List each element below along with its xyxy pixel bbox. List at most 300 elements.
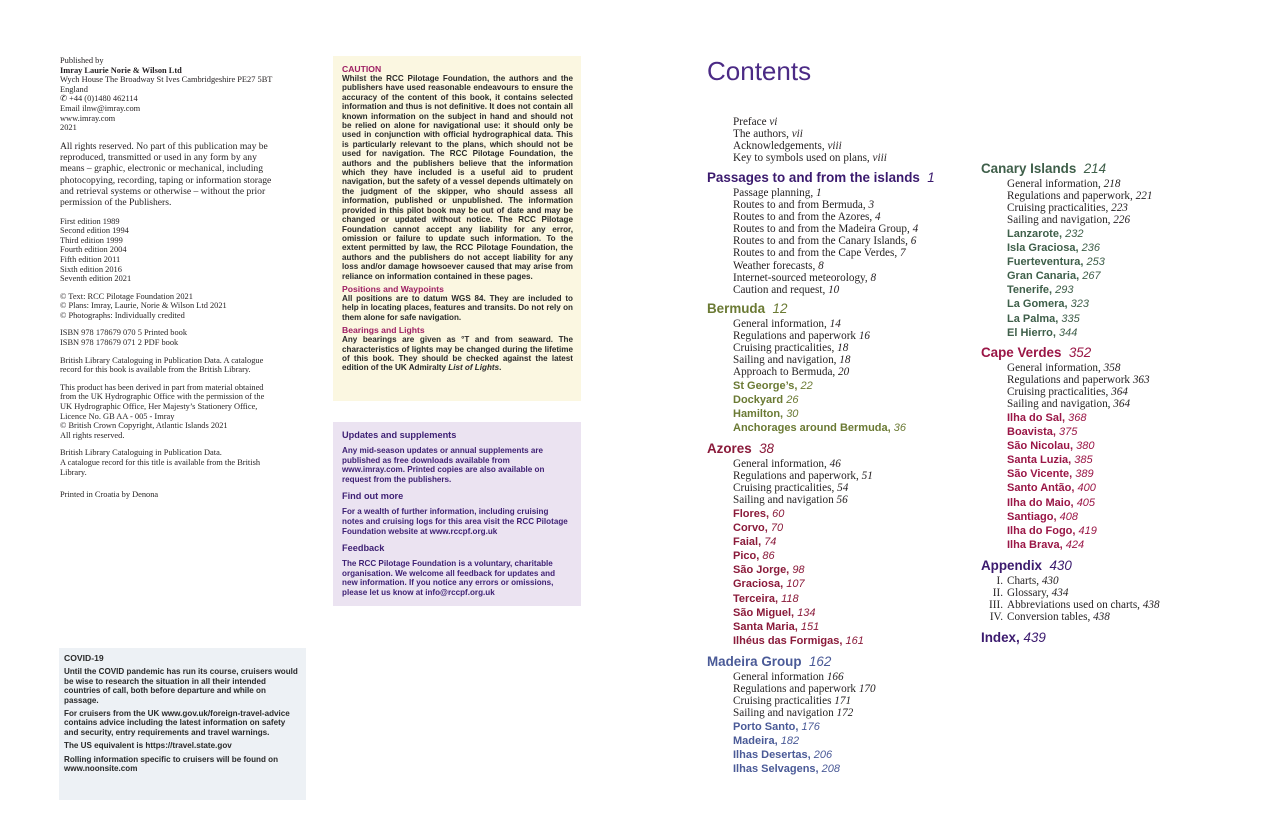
section-azores[interactable] xyxy=(707,441,774,456)
toc-place-label: St George’s, xyxy=(733,380,798,392)
toc-place-page: 267 xyxy=(1082,270,1101,283)
toc-place-label: Ilhas Desertas, xyxy=(733,749,811,762)
toc-place-page: 70 xyxy=(770,522,784,535)
toc-item[interactable] xyxy=(733,199,918,211)
toc-place[interactable] xyxy=(1007,481,1097,495)
toc-place-page: 134 xyxy=(797,606,816,619)
toc-item[interactable] xyxy=(733,494,873,506)
edition-line: First edition 1989 xyxy=(60,216,120,226)
toc-place-page: 182 xyxy=(780,735,800,748)
toc-place-page: 36 xyxy=(893,422,907,435)
toc-item-page: 6 xyxy=(910,235,917,248)
hydrographic-line: This product has been derived in part from material obtained xyxy=(60,382,264,392)
toc-item-label: Weather forecasts, xyxy=(733,259,816,272)
toc-item-number: IV. xyxy=(989,611,1003,624)
toc-place[interactable] xyxy=(733,535,864,549)
toc-place-page: 118 xyxy=(781,592,799,605)
edition-line: Fourth edition 2004 xyxy=(60,245,127,255)
bermuda-places xyxy=(733,379,906,435)
toc-item-page: 10 xyxy=(828,283,840,296)
publisher-phone: ✆ +44 (0)1480 462114 xyxy=(60,94,138,104)
toc-item[interactable] xyxy=(733,272,918,284)
toc-place[interactable] xyxy=(1007,269,1105,283)
toc-place-page: 380 xyxy=(1076,440,1095,453)
toc-item-label: Regulations and paperwork xyxy=(733,330,857,343)
printer-note xyxy=(60,490,310,500)
toc-place-label: Hamilton, xyxy=(733,408,784,421)
toc-item-page: viii xyxy=(827,140,842,153)
toc-place-page: 419 xyxy=(1078,524,1097,537)
toc-place-page: 208 xyxy=(821,763,841,776)
toc-item-label: Cruising practicalities, xyxy=(1007,386,1109,399)
toc-item-page: 16 xyxy=(858,330,871,343)
toc-place-label: El Hierro, xyxy=(1007,326,1056,339)
toc-place-label: São Vicente, xyxy=(1007,468,1073,481)
toc-item[interactable] xyxy=(1007,362,1150,374)
copyright-line: © Text: RCC Pilotage Foundation 2021 xyxy=(60,291,193,301)
toc-item[interactable] xyxy=(733,128,887,140)
toc-place-page: 385 xyxy=(1074,454,1093,467)
toc-item[interactable] xyxy=(733,247,918,259)
toc-item-page: 221 xyxy=(1135,190,1153,203)
section-title: Index, xyxy=(981,630,1020,645)
section-page: 214 xyxy=(1083,161,1107,176)
updates-body: Any mid-season updates or annual supplements are published as free downloads available from www.imray.com. Printed copies are also available on request from the publishers. xyxy=(342,446,545,484)
toc-item-page: vii xyxy=(791,128,803,141)
toc-item[interactable] xyxy=(733,235,918,247)
toc-place[interactable] xyxy=(733,720,840,734)
toc-place[interactable] xyxy=(1007,538,1097,552)
toc-place-page: 368 xyxy=(1068,412,1087,424)
toc-place-page: 98 xyxy=(792,564,805,577)
toc-item-page: 56 xyxy=(836,494,848,507)
section-page: 352 xyxy=(1068,345,1092,360)
toc-place[interactable] xyxy=(733,634,864,648)
toc-place[interactable] xyxy=(1007,312,1105,326)
toc-place-page: 206 xyxy=(813,749,833,762)
toc-item[interactable] xyxy=(733,187,918,199)
toc-place-label: Santa Maria, xyxy=(733,620,798,633)
section-index[interactable] xyxy=(981,630,1046,645)
section-title: Azores xyxy=(707,441,752,456)
toc-place-page: 161 xyxy=(845,634,864,647)
toc-place[interactable] xyxy=(733,393,906,407)
publisher-address: Wych House The Broadway St Ives Cambridgeshire PE27 5BT xyxy=(60,75,273,85)
toc-place-label: Santo Antão, xyxy=(1007,482,1075,495)
hydrographic-note xyxy=(60,383,310,441)
toc-place[interactable] xyxy=(1007,326,1105,340)
toc-place[interactable] xyxy=(1007,425,1097,439)
toc-place-page: 30 xyxy=(786,408,799,421)
section-title: Madeira Group xyxy=(707,654,802,669)
toc-item-page: 7 xyxy=(899,247,906,260)
toc-place-page: 22 xyxy=(800,380,813,392)
toc-place-label: São Miguel, xyxy=(733,606,795,619)
toc-place[interactable] xyxy=(733,620,864,634)
toc-place[interactable] xyxy=(733,734,840,748)
toc-place-label: Isla Graciosa, xyxy=(1007,242,1079,255)
toc-place[interactable] xyxy=(733,379,906,393)
toc-item[interactable] xyxy=(733,260,918,272)
section-page: 38 xyxy=(759,441,775,456)
toc-place-page: 151 xyxy=(800,620,820,633)
toc-item-page: 8 xyxy=(870,271,877,284)
toc-place[interactable] xyxy=(1007,255,1105,269)
toc-item-label: Glossary, xyxy=(1007,587,1049,600)
toc-item[interactable] xyxy=(733,683,876,695)
toc-item-page: 18 xyxy=(837,342,849,355)
toc-item[interactable] xyxy=(1007,398,1150,410)
passages-list xyxy=(733,187,918,296)
toc-item-label: Routes to and from the Azores, xyxy=(733,211,873,224)
cape-verdes-list xyxy=(1007,362,1150,410)
printed-line: Printed in Croatia by Denona xyxy=(60,490,159,500)
toc-place-page: 344 xyxy=(1058,326,1078,339)
cataloguing-note-2 xyxy=(60,448,310,477)
toc-place[interactable] xyxy=(1007,297,1105,311)
toc-item[interactable] xyxy=(733,318,870,330)
toc-item-page: 358 xyxy=(1103,362,1121,374)
toc-item-label: Preface xyxy=(733,116,767,128)
toc-item-page: 170 xyxy=(858,683,876,696)
toc-item[interactable] xyxy=(733,284,918,296)
toc-item-label: Sailing and navigation xyxy=(733,707,834,720)
publisher-info xyxy=(60,56,310,508)
toc-place-page: 424 xyxy=(1065,538,1085,551)
toc-item[interactable] xyxy=(1007,178,1152,190)
rights-line: reproduced, transmitted or used in any form by any xyxy=(60,152,257,164)
hydrographic-line: UK Hydrographic Office, Her Majesty’s Stationery Office, xyxy=(60,402,258,412)
toc-item-label: Regulations and paperwork xyxy=(733,683,857,696)
toc-place[interactable] xyxy=(1007,496,1097,510)
hydrographic-line: All rights reserved. xyxy=(60,430,125,440)
toc-place[interactable] xyxy=(733,577,864,591)
madeira-places xyxy=(733,720,840,776)
toc-place-page: 74 xyxy=(764,536,777,549)
toc-item-label: Cruising practicalities, xyxy=(733,482,835,495)
imprint-block xyxy=(60,56,310,133)
toc-item-label: The authors, xyxy=(733,128,789,141)
toc-item-label: Routes to and from the Canary Islands, xyxy=(733,235,908,248)
toc-item-page: 1 xyxy=(815,187,822,199)
toc-item-label: Routes to and from the Cape Verdes, xyxy=(733,247,898,260)
front-matter-list xyxy=(733,116,887,164)
toc-place-page: 323 xyxy=(1070,298,1089,311)
section-passages[interactable] xyxy=(707,170,935,185)
section-appendix[interactable] xyxy=(981,558,1072,573)
toc-item-label: Cruising practicalities xyxy=(733,695,832,708)
section-madeira[interactable] xyxy=(707,654,831,669)
toc-place[interactable] xyxy=(1007,411,1097,425)
toc-place[interactable] xyxy=(733,407,906,421)
toc-place-page: 236 xyxy=(1081,242,1100,255)
cataloguing-line: British Library Cataloguing in Publication Data. A catalogue xyxy=(60,355,264,365)
toc-place-label: Porto Santo, xyxy=(733,721,799,733)
section-bermuda[interactable] xyxy=(707,301,787,316)
toc-place-page: 408 xyxy=(1059,510,1078,523)
toc-item[interactable] xyxy=(733,470,873,482)
toc-item[interactable] xyxy=(977,575,1160,587)
copyright-notices xyxy=(60,292,310,321)
bearings-body xyxy=(342,335,573,373)
toc-item-label: Cruising practicalities, xyxy=(1007,202,1109,215)
toc-place[interactable] xyxy=(733,507,864,521)
toc-place-label: Terceira, xyxy=(733,592,779,605)
toc-place[interactable] xyxy=(733,592,864,606)
toc-place-page: 86 xyxy=(762,550,775,563)
section-title: Appendix xyxy=(981,558,1043,573)
toc-item-label: General information, xyxy=(733,318,827,330)
toc-item-page: 171 xyxy=(834,695,852,708)
toc-item[interactable] xyxy=(1007,386,1150,398)
toc-item-label: Internet-sourced meteorology, xyxy=(733,271,868,284)
toc-item[interactable] xyxy=(733,330,870,342)
toc-item-page: 438 xyxy=(1093,611,1110,624)
toc-item[interactable] xyxy=(733,458,873,470)
toc-item[interactable] xyxy=(1007,214,1152,226)
toc-item-label: Approach to Bermuda, xyxy=(733,366,836,379)
appendix-list xyxy=(977,575,1160,623)
toc-place-label: La Palma, xyxy=(1007,312,1059,325)
toc-place[interactable] xyxy=(733,563,864,577)
toc-place[interactable] xyxy=(1007,241,1105,255)
toc-item[interactable] xyxy=(1007,202,1152,214)
toc-item-label: Charts, xyxy=(1007,575,1040,587)
toc-place-label: Graciosa, xyxy=(733,578,784,591)
toc-item-page: 226 xyxy=(1113,214,1131,227)
toc-item-page: 438 xyxy=(1142,599,1160,612)
toc-item-label: Passage planning, xyxy=(733,187,814,199)
find-out-more-body: For a wealth of further information, including cruising notes and cruising logs for this area visit the RCC Pilotage Foundation website at www.rccpf.org.uk xyxy=(342,507,568,536)
edition-line: Second edition 1994 xyxy=(60,226,129,236)
toc-place[interactable] xyxy=(733,748,840,762)
toc-item-label: Sailing and navigation, xyxy=(1007,398,1111,411)
rights-line: and retrieval systems or otherwise – without the prior xyxy=(60,185,266,197)
toc-place[interactable] xyxy=(1007,439,1097,453)
toc-place-page: 60 xyxy=(772,508,785,520)
azores-list xyxy=(733,458,873,506)
bermuda-list xyxy=(733,318,870,378)
covid-paragraph: Rolling information specific to cruisers will be found on www.noonsite.com xyxy=(64,754,279,774)
toc-item[interactable] xyxy=(733,482,873,494)
publisher-year: 2021 xyxy=(60,123,77,133)
toc-place-label: Flores, xyxy=(733,508,770,520)
toc-item-page: 20 xyxy=(838,366,850,379)
toc-item-label: Acknowledgements, xyxy=(733,140,825,153)
section-title: Bermuda xyxy=(707,301,766,316)
toc-item[interactable] xyxy=(733,140,887,152)
toc-item[interactable] xyxy=(733,116,887,128)
toc-place-page: 389 xyxy=(1075,468,1094,481)
toc-place[interactable] xyxy=(1007,283,1105,297)
toc-place[interactable] xyxy=(733,521,864,535)
toc-item[interactable] xyxy=(733,366,870,378)
toc-item[interactable] xyxy=(1007,374,1150,386)
toc-item-page: 18 xyxy=(839,354,851,367)
cataloguing-line: Library. xyxy=(60,467,87,477)
caution-body: Whilst the RCC Pilotage Foundation, the authors and the publishers have used reasonable endeavours to ensure the accuracy of the content of this book, it contains selected information and thus is not definitive. It does not contain all known information on the subject in hand and should not be relied on alone for navigational use: it should only be used in conjunction with official hydrographical data. This is particularly relevant to the plans, which should not be used for navigation. The RCC Pilotage Foundation, the authors and the publishers believe that the information which they have included is a useful aid to prudent navigation, but the safety of a vessel depends ultimately on the judgment of the skipper, who should assess all information, published or unpublished. The information provided in this pilot book may be out of date and may be changed or updated without notice. The RCC Pilotage Foundation cannot accept any liability for any error, omission or failure to update such information. To the extent permitted by law, the RCC Pilotage Foundation, the authors and the publishers do not accept liability for any loss and/or damage howsoever caused that may arise from reliance on information contained in these pages. xyxy=(342,74,573,281)
toc-item-label: General information, xyxy=(1007,362,1101,374)
section-cape-verdes[interactable] xyxy=(981,345,1091,360)
toc-place-label: Santiago, xyxy=(1007,510,1057,523)
bearings-heading: Bearings and Lights xyxy=(342,325,425,336)
toc-place-label: Ilhas Selvagens, xyxy=(733,763,819,776)
cape-verdes-places xyxy=(1007,411,1097,552)
toc-place[interactable] xyxy=(1007,227,1105,241)
section-page: 12 xyxy=(772,301,788,316)
toc-item-number: II. xyxy=(992,587,1003,600)
toc-item-label: Regulations and paperwork, xyxy=(733,470,859,483)
toc-place-label: Tenerife, xyxy=(1007,284,1053,297)
toc-item-page: 46 xyxy=(829,458,841,470)
hydrographic-line: © British Crown Copyright, Atlantic Islands 2021 xyxy=(60,421,228,431)
isbn-block xyxy=(60,328,310,347)
toc-place-label: Ilhéus das Formigas, xyxy=(733,634,843,647)
rights-statement xyxy=(60,141,304,209)
toc-item-page: 434 xyxy=(1051,587,1069,600)
toc-place-page: 405 xyxy=(1076,496,1096,509)
toc-item[interactable] xyxy=(977,587,1160,599)
toc-item[interactable] xyxy=(977,599,1160,611)
positions-body: All positions are to datum WGS 84. They are included to help in locating places, features and transits. Do not rely on them alone for safe navigation. xyxy=(342,293,573,322)
toc-place-label: Faial, xyxy=(733,536,762,549)
toc-place-page: 232 xyxy=(1065,228,1084,240)
covid-paragraph: Until the COVID pandemic has run its course, cruisers would be wise to research the situation in all their intended countries of call, both before departure and while on passage. xyxy=(64,667,298,705)
toc-item-page: viii xyxy=(872,152,887,165)
rights-line: means – graphic, electronic or mechanical, including xyxy=(60,163,263,175)
toc-place[interactable] xyxy=(1007,453,1097,467)
toc-place-page: 400 xyxy=(1077,482,1096,495)
toc-place[interactable] xyxy=(1007,510,1097,524)
toc-item-page: vi xyxy=(769,116,778,128)
toc-item[interactable] xyxy=(733,695,876,707)
cataloguing-line: A catalogue record for this title is available from the British xyxy=(60,458,261,467)
covid-heading: COVID-19 xyxy=(64,653,104,663)
toc-item-page: 51 xyxy=(861,470,873,483)
canary-places xyxy=(1007,227,1105,340)
toc-item-number: III. xyxy=(989,599,1003,612)
toc-item-label: Sailing and navigation, xyxy=(733,354,837,367)
toc-place-label: São Jorge, xyxy=(733,564,790,577)
toc-item-page: 364 xyxy=(1113,398,1131,411)
toc-item[interactable] xyxy=(733,223,918,235)
toc-place-label: Lanzarote, xyxy=(1007,228,1063,240)
section-page: 162 xyxy=(808,654,832,669)
toc-item[interactable] xyxy=(733,707,876,719)
toc-item-page: 223 xyxy=(1111,202,1128,215)
updates-heading: Updates and supplements xyxy=(342,430,457,440)
covid-paragraph: The US equivalent is https://travel.state.gov xyxy=(64,741,232,751)
madeira-list xyxy=(733,671,876,719)
toc-item-page: 430 xyxy=(1041,575,1059,587)
copyright-line: © Photographs: Individually credited xyxy=(60,310,185,320)
rights-line: photocopying, recording, taping or information storage xyxy=(60,174,272,186)
toc-place-label: Dockyard xyxy=(733,394,784,407)
toc-place-page: 253 xyxy=(1086,256,1105,269)
toc-place-label: Ilha do Fogo, xyxy=(1007,524,1076,537)
canary-list xyxy=(1007,178,1152,226)
cataloguing-line: British Library Cataloguing in Publication Data. xyxy=(60,448,222,458)
publisher-email: Email ilnw@imray.com xyxy=(60,103,141,113)
edition-line: Third edition 1999 xyxy=(60,235,123,245)
toc-item-label: General information, xyxy=(1007,178,1101,190)
toc-item-label: Regulations and paperwork xyxy=(1007,374,1131,387)
toc-place[interactable] xyxy=(733,421,906,435)
section-title: Canary Islands xyxy=(981,161,1077,176)
toc-item[interactable] xyxy=(733,342,870,354)
isbn-line: ISBN 978 178679 071 2 PDF book xyxy=(60,338,179,348)
toc-item-page: 172 xyxy=(836,707,854,720)
azores-places xyxy=(733,507,864,648)
toc-item-page: 4 xyxy=(875,211,881,224)
positions-heading: Positions and Waypoints xyxy=(342,283,444,294)
caution-box xyxy=(333,56,581,401)
covid-box xyxy=(59,648,306,800)
feedback-body: The RCC Pilotage Foundation is a voluntary, charitable organisation. We welcome all feedback for updates and new information. If you notice any errors or omissions, please let us know at info@rccpf.org.uk xyxy=(342,559,556,597)
feedback-heading: Feedback xyxy=(342,543,385,554)
toc-place[interactable] xyxy=(1007,524,1097,538)
toc-place-label: Ilha do Sal, xyxy=(1007,412,1066,424)
toc-place-label: Ilha Brava, xyxy=(1007,538,1063,551)
cataloguing-line: record for this book is available from the British Library. xyxy=(60,365,251,375)
cataloguing-note xyxy=(60,356,310,375)
toc-item[interactable] xyxy=(733,671,876,683)
toc-item-label: Routes to and from the Madeira Group, xyxy=(733,223,910,236)
toc-item-label: Key to symbols used on plans, xyxy=(733,152,870,165)
bearings-end: . xyxy=(499,363,502,373)
publisher-country: England xyxy=(60,84,88,94)
toc-item-label: Conversion tables, xyxy=(1007,611,1091,624)
toc-item[interactable] xyxy=(733,354,870,366)
toc-place[interactable] xyxy=(733,549,864,563)
toc-place-label: Anchorages around Bermuda, xyxy=(733,422,891,435)
toc-place-label: Boavista, xyxy=(1007,426,1056,439)
toc-place[interactable] xyxy=(1007,467,1097,481)
toc-item-page: 54 xyxy=(837,482,849,495)
toc-item[interactable] xyxy=(733,152,887,164)
toc-item[interactable] xyxy=(977,611,1160,623)
bearings-text: Any bearings are given as °T and from seaward. The characteristics of lights may be changed during the lifetime of this book. They should be checked against the latest edition of the UK Admiralty xyxy=(342,335,573,373)
section-canary[interactable] xyxy=(981,161,1106,176)
published-by: Published by xyxy=(60,56,104,65)
toc-place-page: 375 xyxy=(1058,426,1078,439)
toc-item-page: 364 xyxy=(1111,386,1128,399)
list-of-lights-title: List of Lights xyxy=(448,363,500,373)
toc-item-label: General information xyxy=(733,671,825,683)
toc-item-label: Regulations and paperwork, xyxy=(1007,190,1133,203)
toc-item-label: Caution and request, xyxy=(733,283,826,296)
toc-place-page: 107 xyxy=(786,578,805,591)
toc-place-page: 293 xyxy=(1055,284,1074,297)
edition-line: Seventh edition 2021 xyxy=(60,274,132,284)
caution-heading: CAUTION xyxy=(342,64,382,74)
toc-item-label: Sailing and navigation xyxy=(733,494,834,507)
toc-item-label: Cruising practicalities, xyxy=(733,342,835,355)
section-title: Passages to and from the islands xyxy=(707,170,920,185)
publisher-name: Imray Laurie Norie & Wilson Ltd xyxy=(60,65,182,75)
toc-item-number: I. xyxy=(996,575,1003,587)
publisher-web: www.imray.com xyxy=(60,113,116,123)
toc-item-page: 8 xyxy=(818,259,824,272)
toc-item[interactable] xyxy=(733,211,918,223)
toc-item[interactable] xyxy=(1007,190,1152,202)
toc-place-page: 335 xyxy=(1061,312,1080,325)
toc-place[interactable] xyxy=(733,762,840,776)
toc-place[interactable] xyxy=(733,606,864,620)
toc-item-page: 4 xyxy=(912,223,919,236)
toc-place-page: 176 xyxy=(801,721,820,733)
updates-box xyxy=(333,422,581,606)
